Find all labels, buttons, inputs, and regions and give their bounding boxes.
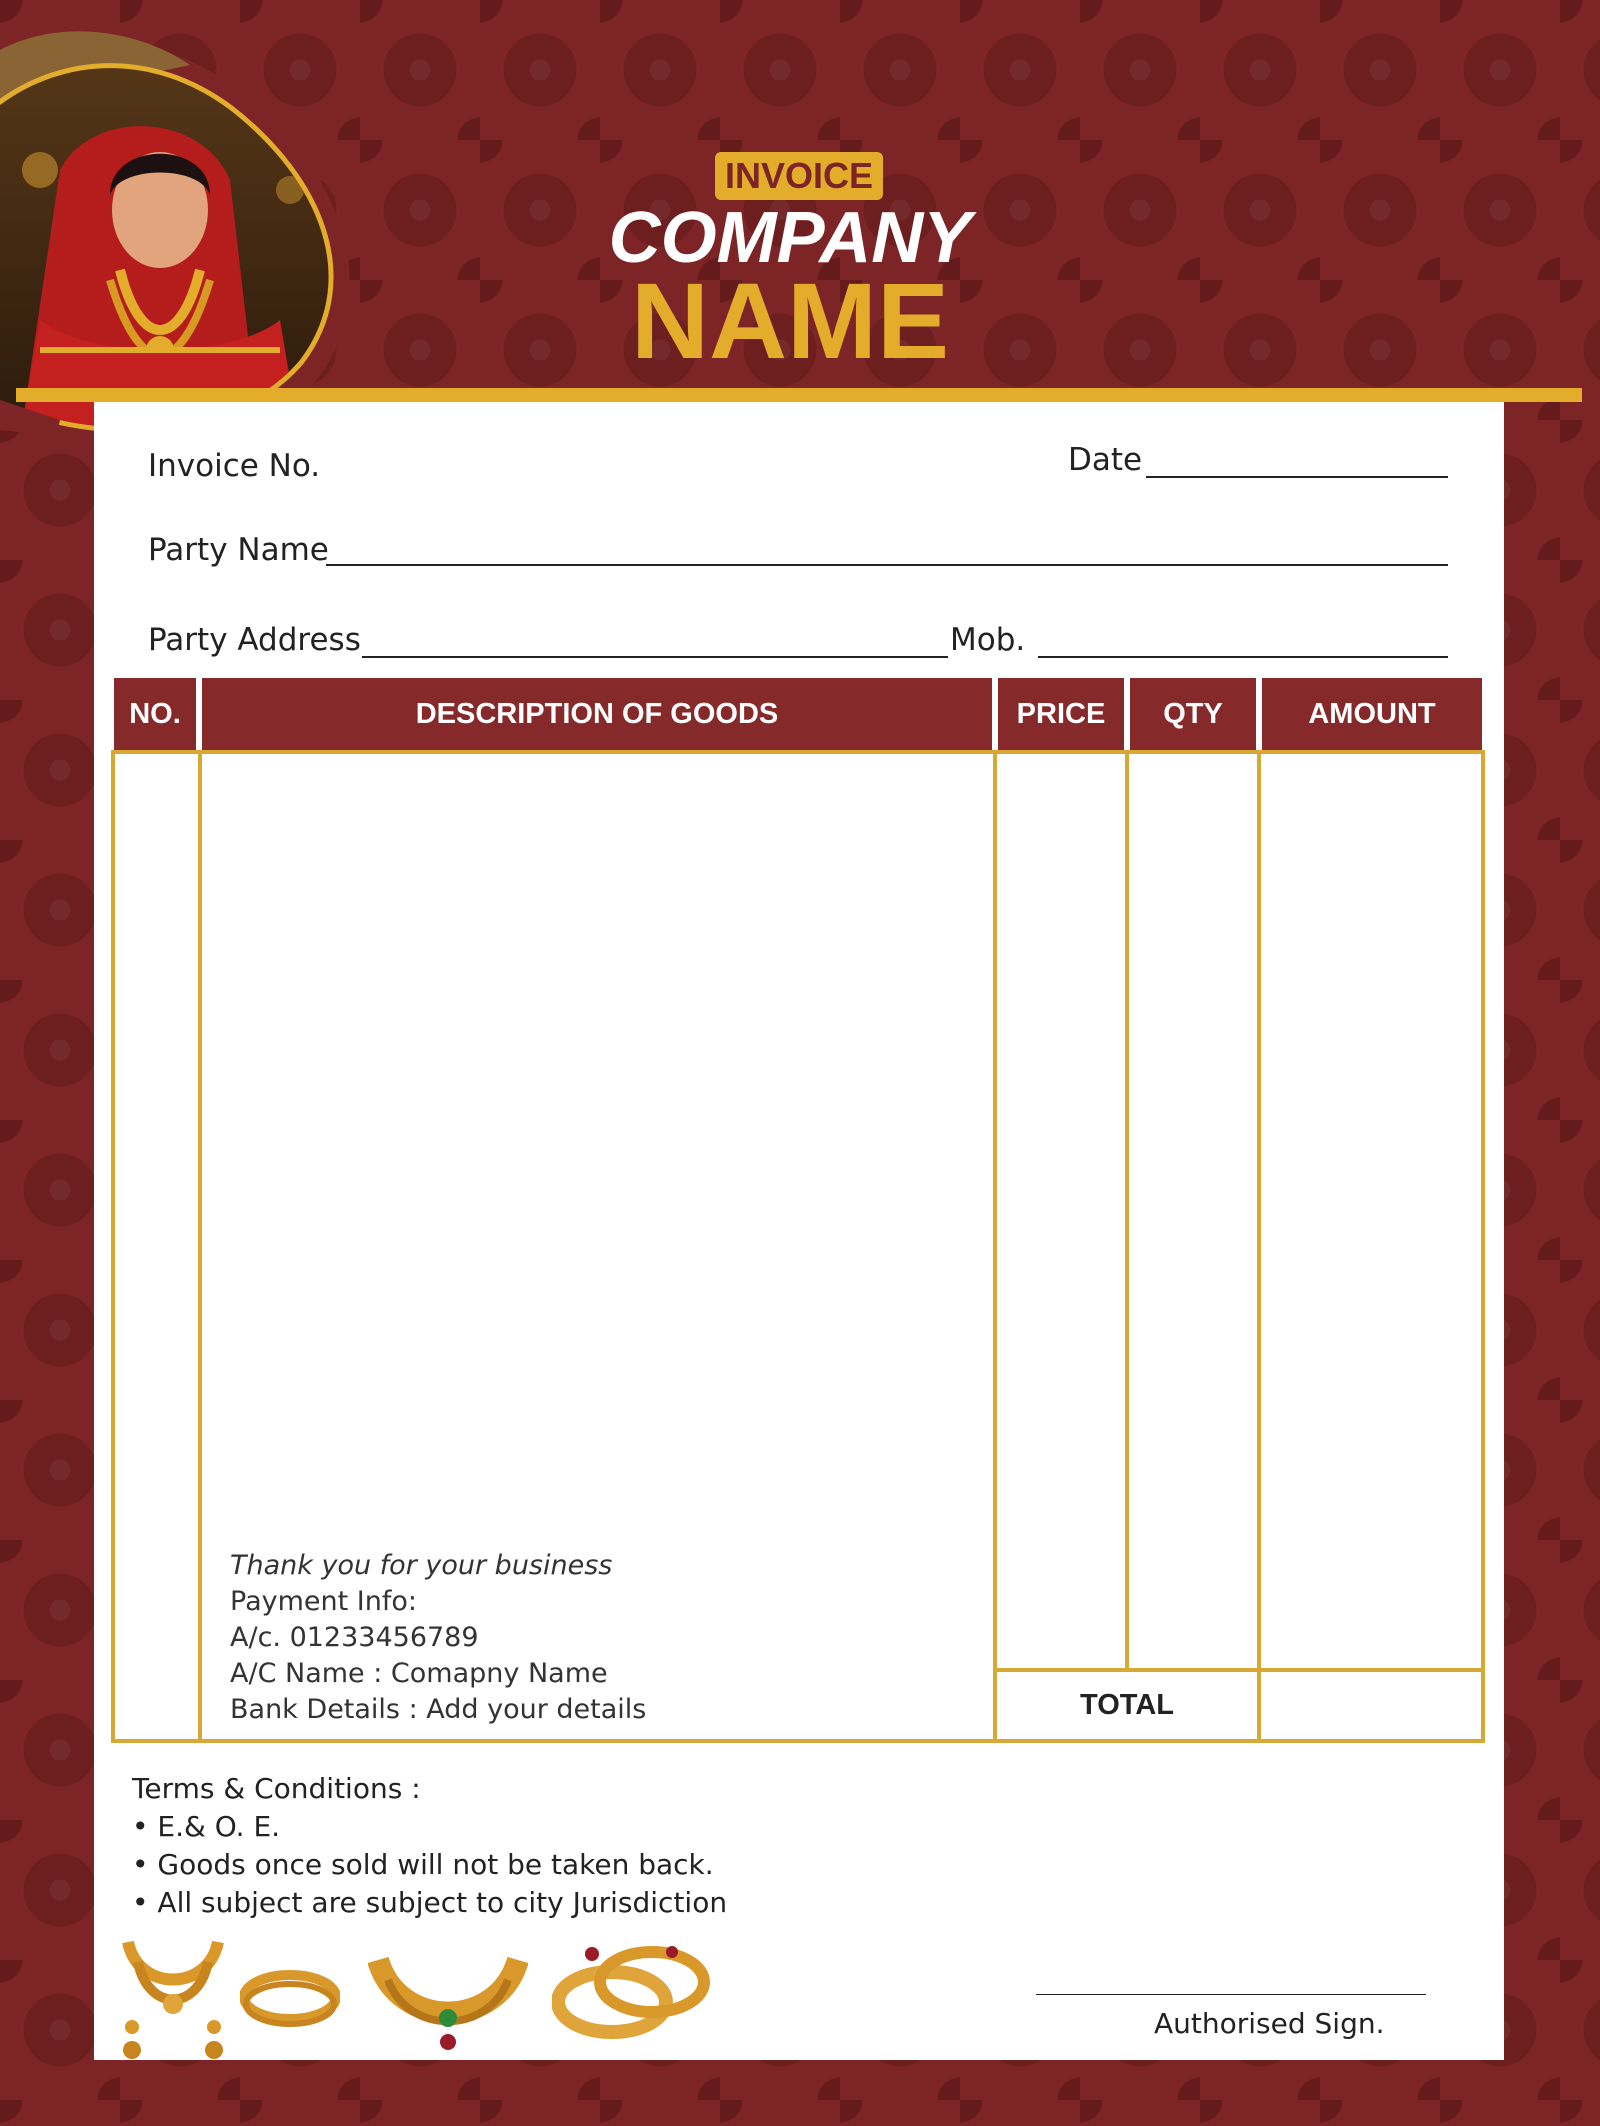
account-number: A/c. 01233456789 xyxy=(230,1622,479,1653)
account-name: A/C Name : Comapny Name xyxy=(230,1658,608,1689)
total-label: TOTAL xyxy=(1080,1689,1174,1721)
column-divider xyxy=(993,750,997,1743)
col-header-qty: QTY xyxy=(1130,678,1256,750)
col-header-no: NO. xyxy=(114,678,196,750)
mobile-field[interactable] xyxy=(1038,656,1448,658)
date-label: Date xyxy=(1068,442,1143,478)
party-name-label: Party Name xyxy=(148,532,329,568)
signature-line[interactable] xyxy=(1036,1994,1426,1995)
bank-details: Bank Details : Add your details xyxy=(230,1694,647,1725)
mobile-label: Mob. xyxy=(950,622,1026,658)
choker-necklace-image xyxy=(368,1940,528,2064)
company-name-line1: COMPANY xyxy=(608,198,972,278)
party-address-label: Party Address xyxy=(148,622,361,658)
authorised-sign-label: Authorised Sign. xyxy=(1154,2007,1385,2040)
payment-info-label: Payment Info: xyxy=(230,1586,417,1617)
party-address-field[interactable] xyxy=(362,656,948,658)
company-name-line2: NAME xyxy=(631,260,949,381)
thank-you-note: Thank you for your business xyxy=(230,1550,613,1581)
invoice-badge: INVOICE xyxy=(715,152,883,200)
col-header-description: DESCRIPTION OF GOODS xyxy=(202,678,992,750)
col-header-price: PRICE xyxy=(998,678,1124,750)
terms-item: • E.& O. E. xyxy=(132,1810,281,1843)
col-header-amount: AMOUNT xyxy=(1262,678,1482,750)
header-divider xyxy=(16,388,1582,402)
bride-photo xyxy=(0,20,368,440)
terms-item: • All subject are subject to city Jurisdiction xyxy=(132,1886,728,1919)
party-name-field[interactable] xyxy=(326,564,1448,566)
necklace-earrings-image xyxy=(118,1932,228,2066)
terms-title: Terms & Conditions : xyxy=(132,1772,421,1805)
gold-bangles-image xyxy=(552,1932,712,2046)
date-field[interactable] xyxy=(1146,476,1448,478)
total-amount-cell[interactable] xyxy=(1261,1672,1481,1739)
invoice-no-label: Invoice No. xyxy=(148,448,321,484)
column-divider xyxy=(1125,750,1129,1670)
column-divider xyxy=(1257,750,1261,1743)
terms-item: • Goods once sold will not be taken back. xyxy=(132,1848,714,1881)
bangles-image xyxy=(240,1962,340,2036)
column-divider xyxy=(198,750,202,1743)
